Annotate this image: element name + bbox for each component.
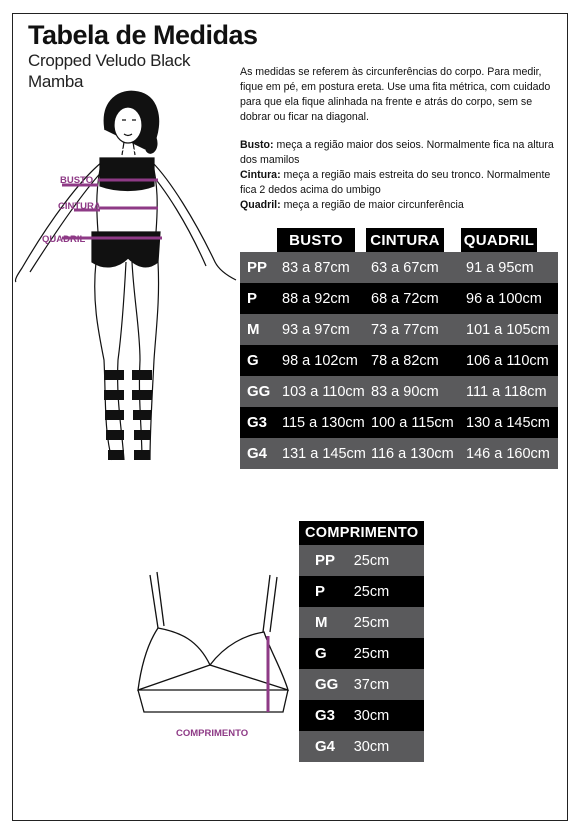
definition-text: meça a região maior dos seios. Normalmente fica na altura dos mamilos: [240, 139, 554, 166]
product-name: Cropped Veludo Black Mamba: [28, 51, 191, 91]
measurements-table: [240, 228, 558, 469]
table-row: [299, 731, 424, 762]
cintura-cell: 68 a 72cm: [366, 283, 461, 314]
cintura-cell: 83 a 90cm: [366, 376, 461, 407]
table-row: [299, 700, 424, 731]
cintura-cell: 100 a 115cm: [366, 407, 461, 438]
definition-text: meça a região mais estreita do seu tronco. Normalmente fica 2 dedos acima do umbigo: [240, 169, 551, 196]
header-busto: BUSTO: [277, 228, 355, 252]
table-row: [240, 252, 558, 283]
size-cell: PP: [299, 545, 349, 576]
measuring-instructions: As medidas se referem às circunferências do corpo. Para medir, fique em pé, em postura ereta. Use uma fita métrica, com cuidado para que ela fique alinhada na frente e atrás do corpo, sem se dobrar ou ficar na diagonal.: [240, 66, 551, 123]
busto-cell: 93 a 97cm: [277, 314, 366, 345]
cintura-label: CINTURA: [58, 201, 101, 212]
size-cell: G4: [240, 438, 277, 469]
header-spacer: [444, 228, 461, 252]
busto-cell: 83 a 87cm: [277, 252, 366, 283]
table-row: [240, 345, 558, 376]
header-spacer: [537, 228, 558, 252]
busto-label: BUSTO: [60, 175, 94, 186]
header-cintura: CINTURA: [366, 228, 444, 252]
table-row: [240, 407, 558, 438]
table-header-row: [240, 228, 558, 252]
header-spacer: [355, 228, 366, 252]
table-header-row: [299, 521, 424, 545]
busto-cell: 88 a 92cm: [277, 283, 366, 314]
cintura-cell: 116 a 130cm: [366, 438, 461, 469]
definition-term: Busto:: [240, 139, 274, 151]
table-row: [240, 314, 558, 345]
header-quadril: QUADRIL: [461, 228, 537, 252]
size-cell: G3: [299, 700, 349, 731]
quadril-cell: 96 a 100cm: [461, 283, 558, 314]
quadril-label: QUADRIL: [42, 234, 86, 245]
length-cell: 37cm: [349, 669, 425, 700]
definition-term: Quadril:: [240, 199, 281, 211]
size-cell: GG: [299, 669, 349, 700]
length-table: [299, 521, 424, 762]
cintura-cell: 78 a 82cm: [366, 345, 461, 376]
table-row: [299, 545, 424, 576]
length-cell: 25cm: [349, 607, 425, 638]
table-row: [299, 669, 424, 700]
size-cell: M: [299, 607, 349, 638]
comprimento-label: COMPRIMENTO: [176, 728, 249, 739]
quadril-cell: 101 a 105cm: [461, 314, 558, 345]
quadril-cell: 130 a 145cm: [461, 407, 558, 438]
length-cell: 25cm: [349, 545, 425, 576]
size-cell: M: [240, 314, 277, 345]
table-row: [240, 376, 558, 407]
table-row: [299, 576, 424, 607]
length-cell: 25cm: [349, 576, 425, 607]
size-cell: P: [240, 283, 277, 314]
size-cell: G4: [299, 731, 349, 762]
size-cell: GG: [240, 376, 277, 407]
busto-cell: 98 a 102cm: [277, 345, 366, 376]
cintura-cell: 63 a 67cm: [366, 252, 461, 283]
quadril-cell: 106 a 110cm: [461, 345, 558, 376]
header-spacer: [240, 228, 277, 252]
length-cell: 30cm: [349, 700, 425, 731]
size-cell: G: [299, 638, 349, 669]
busto-cell: 131 a 145cm: [277, 438, 366, 469]
page-title: Tabela de Medidas: [28, 20, 258, 50]
table-row: [299, 607, 424, 638]
cintura-cell: 73 a 77cm: [366, 314, 461, 345]
quadril-cell: 146 a 160cm: [461, 438, 558, 469]
definition-term: Cintura:: [240, 169, 281, 181]
size-cell: G3: [240, 407, 277, 438]
size-cell: P: [299, 576, 349, 607]
header-comprimento: COMPRIMENTO: [299, 521, 424, 545]
table-row: [240, 438, 558, 469]
quadril-cell: 91 a 95cm: [461, 252, 558, 283]
table-row: [299, 638, 424, 669]
table-row: [240, 283, 558, 314]
busto-cell: 103 a 110cm: [277, 376, 366, 407]
length-cell: 25cm: [349, 638, 425, 669]
quadril-cell: 111 a 118cm: [461, 376, 558, 407]
size-cell: PP: [240, 252, 277, 283]
definition-text: meça a região de maior circunferência: [280, 199, 464, 211]
size-cell: G: [240, 345, 277, 376]
length-cell: 30cm: [349, 731, 425, 762]
busto-cell: 115 a 130cm: [277, 407, 366, 438]
